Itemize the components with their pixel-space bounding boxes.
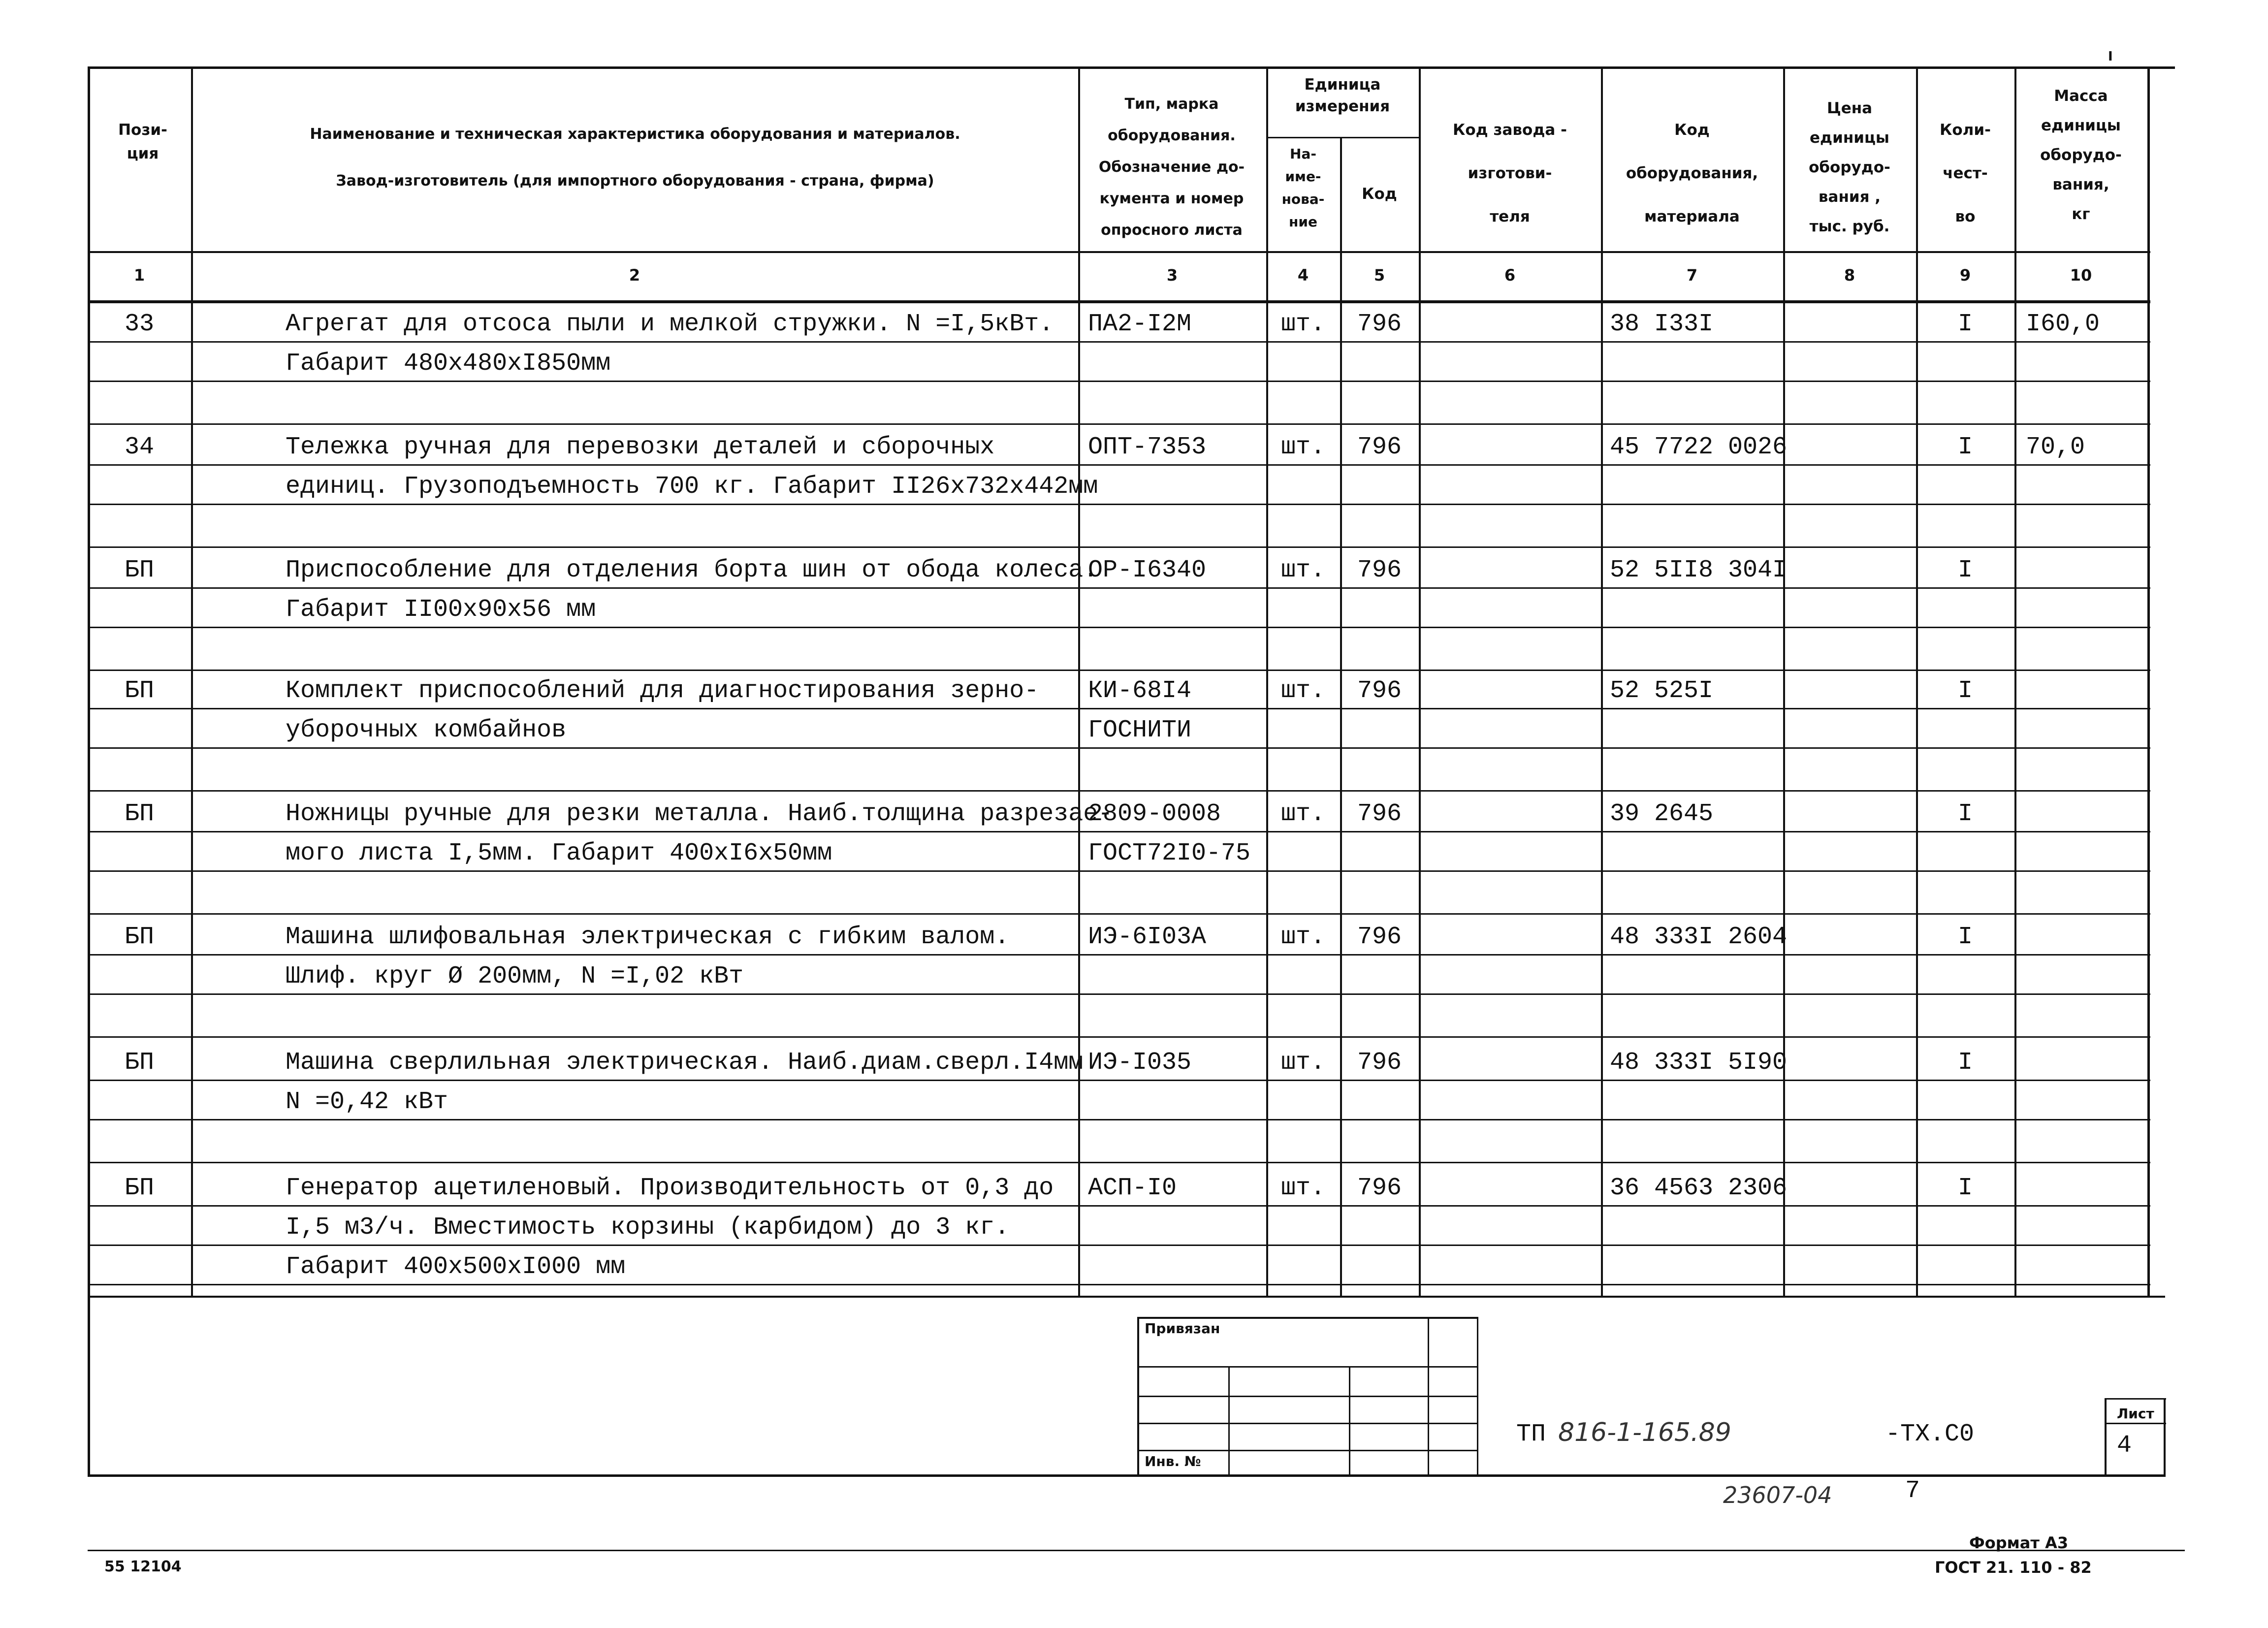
cell-name-line: Генератор ацетиленовый. Производительность от 0,3 до — [286, 1174, 1054, 1202]
header-equip-code: Код оборудования, материала — [1626, 121, 1758, 225]
column-number-3: 3 — [1166, 266, 1178, 285]
row-line — [88, 504, 2150, 505]
cell-quantity: I — [1957, 923, 1973, 951]
handwritten-page: 7 — [1905, 1477, 1920, 1505]
cell-equip-code: 48 333I 5I90 — [1610, 1049, 1788, 1077]
header-unit-code: Код — [1362, 185, 1397, 203]
cell-quantity: I — [1957, 1174, 1973, 1202]
cell-name-line: Комплект приспособлений для диагностирования зерно- — [286, 677, 1039, 705]
cell-position: БП — [124, 556, 154, 584]
header-unit: Единица измерения — [1295, 76, 1390, 115]
cell-type-line: 2809-0008 — [1088, 800, 1221, 828]
row-line — [88, 1245, 2150, 1246]
row-line — [88, 870, 2150, 872]
cell-equip-code: 39 2645 — [1610, 800, 1714, 828]
cell-unit-code: 796 — [1357, 556, 1402, 584]
format-label: Формат А3 — [1969, 1533, 2069, 1552]
column-number-8: 8 — [1844, 266, 1855, 285]
cell-unit-name: шт. — [1280, 310, 1325, 338]
column-number-6: 6 — [1504, 266, 1516, 285]
row-line — [88, 1119, 2150, 1120]
cell-unit-name: шт. — [1280, 1049, 1325, 1077]
sheet-box-top — [2105, 1398, 2166, 1400]
stamp-inv: Инв. № — [1145, 1453, 1201, 1469]
cell-unit-code: 796 — [1357, 310, 1402, 338]
cell-equip-code: 52 525I — [1610, 677, 1714, 705]
cell-name-line: уборочных комбайнов — [286, 716, 567, 744]
row-line — [88, 1162, 2150, 1163]
cell-equip-code: 38 I33I — [1610, 310, 1714, 338]
row-line — [88, 954, 2150, 956]
cell-name-line: Машина сверлильная электрическая. Наиб.диам.сверл.I4мм — [286, 1049, 1084, 1077]
cell-name-line: Шлиф. круг Ø 200мм, N =I,02 кВт — [286, 962, 744, 990]
row-line — [88, 341, 2150, 343]
header-unit-name: На- име- нова- ние — [1281, 146, 1325, 230]
sheet-box-right — [2164, 1398, 2166, 1477]
cell-type-line: ОПТ-7353 — [1088, 433, 1207, 461]
top-border — [88, 66, 2175, 69]
cell-equip-code: 36 4563 2306 — [1610, 1174, 1788, 1202]
cell-name-line: Тележка ручная для перевозки деталей и сборочных — [286, 433, 995, 461]
left-code: 55 12104 — [104, 1558, 182, 1575]
column-divider — [1078, 66, 1080, 1296]
column-number-5: 5 — [1374, 266, 1385, 285]
cell-position: 33 — [124, 310, 154, 338]
cell-name-line: мого листа I,5мм. Габарит 400хI6х50мм — [286, 839, 832, 867]
row-line — [88, 993, 2150, 995]
row-line — [88, 587, 2150, 589]
cell-position: БП — [124, 923, 154, 951]
cell-quantity: I — [1957, 310, 1973, 338]
column-number-9: 9 — [1959, 266, 1971, 285]
cell-name-line: Габарит II00х90х56 мм — [286, 596, 596, 624]
cell-position: БП — [124, 800, 154, 828]
sheet-box-left — [2105, 1398, 2107, 1477]
top-mark: I — [2108, 49, 2113, 64]
row-line — [88, 831, 2150, 832]
cell-name-line: Приспособление для отделения борта шин от обода колеса. — [286, 556, 1098, 584]
header-position: Пози- ция — [118, 121, 167, 162]
cell-name-line: N =0,42 кВт — [286, 1088, 448, 1116]
cell-type-line: ИЭ-I035 — [1088, 1049, 1192, 1077]
stamp-right — [1477, 1317, 1478, 1474]
cell-unit-code: 796 — [1357, 1174, 1402, 1202]
column-divider — [1419, 66, 1421, 1296]
stamp-divider — [1428, 1317, 1429, 1474]
doc-code-prefix: ТП — [1516, 1420, 1546, 1448]
row-line — [88, 546, 2150, 548]
cell-name-line: Машина шлифовальная электрическая с гибким валом. — [286, 923, 1010, 951]
cell-name-line: Агрегат для отсоса пыли и мелкой стружки. N =I,5кВт. — [286, 310, 1054, 338]
cell-name-line: I,5 м3/ч. Вместимость корзины (карбидом) до 3 кг. — [286, 1213, 1010, 1242]
row-line — [88, 423, 2150, 425]
header-price: Цена единицы оборудо- вания , тыс. руб. — [1809, 99, 1890, 235]
cell-quantity: I — [1957, 556, 1973, 584]
cell-type-line: ГОСТ72I0-75 — [1088, 839, 1251, 867]
row-line — [88, 708, 2150, 709]
stamp-divider — [1349, 1366, 1350, 1474]
cell-quantity: I — [1957, 433, 1973, 461]
stamp-line — [1137, 1450, 1477, 1451]
stamp-bottom-line — [88, 1474, 2165, 1477]
stamp-top — [1137, 1317, 1477, 1319]
doc-code-handwritten: 816-1-165.89 — [1558, 1418, 1731, 1447]
cell-equip-code: 52 5II8 304I — [1610, 556, 1788, 584]
sheet-number: 4 — [2117, 1432, 2132, 1460]
column-number-7: 7 — [1686, 266, 1698, 285]
cell-name-line: Ножницы ручные для резки металла. Наиб.толщина разрезае- — [286, 800, 1113, 828]
cell-type-line: ПА2-I2М — [1088, 310, 1192, 338]
stamp-divider — [1228, 1366, 1230, 1474]
header-name: Наименование и техническая характеристика оборудования и материалов. Завод-изготовитель (для импортного оборудования - страна, фирма) — [310, 126, 960, 190]
stamp-line — [1137, 1396, 1477, 1397]
cell-type-line: АСП-I0 — [1088, 1174, 1177, 1202]
cell-unit-name: шт. — [1280, 433, 1325, 461]
column-divider — [2014, 66, 2016, 1296]
column-divider — [191, 66, 193, 1296]
cell-unit-code: 796 — [1357, 800, 1402, 828]
header-mass: Масса единицы оборудо- вания, кг — [2040, 87, 2122, 223]
column-number-10: 10 — [2070, 266, 2092, 285]
row-line — [88, 627, 2150, 628]
cell-quantity: I — [1957, 677, 1973, 705]
row-line — [88, 670, 2150, 671]
cell-type-line: ИЭ-6I03А — [1088, 923, 1207, 951]
row-line — [88, 1284, 2150, 1285]
cell-name-line: Габарит 480х480хI850мм — [286, 350, 611, 378]
header-maker-code: Код завода - изготови- теля — [1453, 121, 1567, 225]
cell-unit-name: шт. — [1280, 1174, 1325, 1202]
stamp-privyazan: Привязан — [1145, 1320, 1220, 1337]
cell-unit-name: шт. — [1280, 923, 1325, 951]
colnum-bottom-line — [88, 300, 2150, 303]
column-number-4: 4 — [1297, 266, 1309, 285]
cell-name-line: Габарит 400х500хI000 мм — [286, 1253, 626, 1281]
row-line — [88, 1036, 2150, 1038]
cell-type-line: ОР-I6340 — [1088, 556, 1207, 584]
cell-quantity: I — [1957, 1049, 1973, 1077]
gost-label: ГОСТ 21. 110 - 82 — [1935, 1558, 2092, 1577]
doc-code-suffix: -ТХ.С0 — [1885, 1420, 1975, 1448]
cell-unit-code: 796 — [1357, 677, 1402, 705]
cell-unit-name: шт. — [1280, 800, 1325, 828]
row-line — [88, 1205, 2150, 1207]
stamp-line — [1137, 1366, 1477, 1368]
cell-mass: I60,0 — [2026, 310, 2100, 338]
cell-equip-code: 45 7722 0026 — [1610, 433, 1788, 461]
cell-position: 34 — [124, 433, 154, 461]
cell-name-line: единиц. Грузоподъемность 700 кг. Габарит II26х732х442мм — [286, 473, 1098, 501]
sheet-box-mid — [2105, 1423, 2166, 1424]
cell-type-line: КИ-68I4 — [1088, 677, 1192, 705]
cell-unit-code: 796 — [1357, 433, 1402, 461]
row-line — [88, 790, 2150, 792]
unit-split-line — [1266, 137, 1419, 138]
cell-position: БП — [124, 1174, 154, 1202]
header-bottom-line — [88, 251, 2150, 253]
column-number-1: 1 — [133, 266, 145, 285]
cell-position: БП — [124, 1049, 154, 1077]
row-line — [88, 913, 2150, 915]
column-divider — [1601, 66, 1603, 1296]
cell-unit-code: 796 — [1357, 1049, 1402, 1077]
table-bottom-line — [88, 1296, 2165, 1298]
row-line — [88, 464, 2150, 466]
cell-unit-code: 796 — [1357, 923, 1402, 951]
stamp-line — [1137, 1423, 1477, 1424]
header-type: Тип, марка оборудования. Обозначение до- кумента и номер опросного листа — [1098, 96, 1245, 239]
cell-equip-code: 48 333I 2604 — [1610, 923, 1788, 951]
handwritten-number: 23607-04 — [1723, 1482, 1832, 1508]
cell-unit-name: шт. — [1280, 556, 1325, 584]
column-divider — [1783, 66, 1785, 1296]
cell-type-line: ГОСНИТИ — [1088, 716, 1192, 744]
cell-position: БП — [124, 677, 154, 705]
row-line — [88, 747, 2150, 749]
cell-quantity: I — [1957, 800, 1973, 828]
row-line — [88, 381, 2150, 382]
sheet-label: Лист — [2117, 1405, 2154, 1422]
cell-mass: 70,0 — [2026, 433, 2085, 461]
header-qty: Коли- чест- во — [1940, 121, 1991, 225]
footer-line — [88, 1550, 2185, 1551]
row-line — [88, 1080, 2150, 1081]
column-number-2: 2 — [629, 266, 640, 285]
cell-unit-name: шт. — [1280, 677, 1325, 705]
